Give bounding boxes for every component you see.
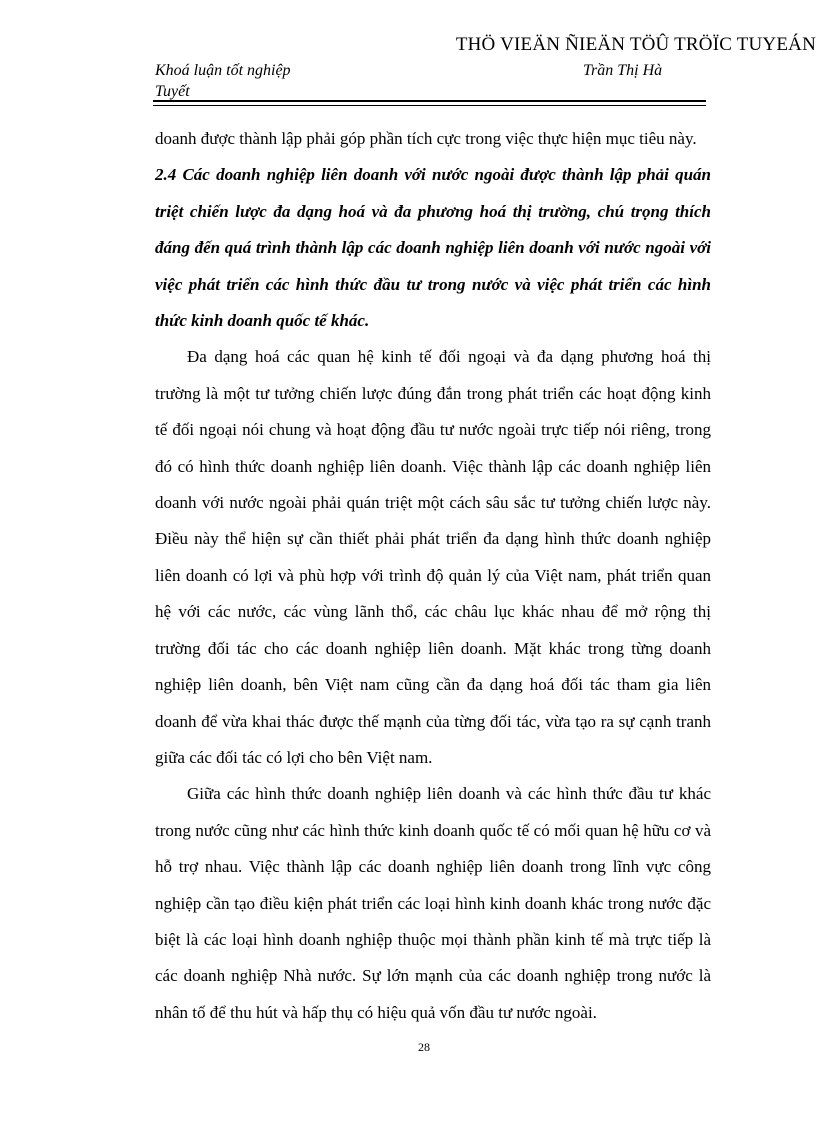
header-left: [155, 60, 291, 102]
continuation-paragraph: doanh được thành lập phải góp phần tích cực trong việc thực hiện mục tiêu này.: [155, 129, 697, 148]
section-heading: 2.4 Các doanh nghiệp liên doanh với nước ngoài được thành lập phải quán triệt chiến lược đa dạng hoá và đa phương hoá thị trường, chú trọng thích đáng đến quá trình thành lập các doanh nghiệp liên doanh với nước ngoài với việc phát triển các hình thức đầu tư trong nước và việc phát triển các hình thức kinh doanh quốc tế khác.: [155, 165, 711, 331]
page-number: 28: [418, 1040, 430, 1054]
body-paragraph-1: Đa dạng hoá các quan hệ kinh tế đối ngoại và đa dạng phương hoá thị trường là một tư tưởng chiến lược đúng đắn trong phát triển các hoạt động kinh tế đối ngoại nói chung và hoạt động đầu tư nước ngoài trực tiếp nói riêng, trong đó có hình thức doanh nghiệp liên doanh. Việc thành lập các doanh nghiệp liên doanh với nước ngoài phải quán triệt một cách sâu sắc tư tưởng chiến lược này. Điều này thể hiện sự cần thiết phải phát triển đa dạng hình thức doanh nghiệp liên doanh có lợi và phù hợp với trình độ quản lý của Việt nam, phát triển quan hệ với các nước, các vùng lãnh thổ, các châu lục khác nhau để mở rộng thị trường đối tác cho các doanh nghiệp liên doanh. Mặt khác trong từng doanh nghiệp liên doanh, bên Việt nam cũng cần đa dạng hoá đối tác tham gia liên doanh để vừa khai thác được thế mạnh của từng đối tác, vừa tạo ra sự cạnh tranh giữa các đối tác có lợi cho bên Việt nam.: [155, 347, 711, 767]
watermark-text: THÖ VIEÄN ÑIEÄN TÖÛ TRÖÏC TUYEÁN: [455, 34, 816, 55]
body-paragraph-2: Giữa các hình thức doanh nghiệp liên doanh và các hình thức đầu tư khác trong nước cũng như các hình thức kinh doanh quốc tế có mối quan hệ hữu cơ và hỗ trợ nhau. Việc thành lập các doanh nghiệp liên doanh trong lĩnh vực công nghiệp cần tạo điều kiện phát triển các loại hình kinh doanh khác trong nước đặc biệt là các loại hình doanh nghiệp thuộc mọi thành phần kinh tế mà trực tiếp là các doanh nghiệp Nhà nước. Sự lớn mạnh của các doanh nghiệp trong nước là nhân tố để thu hút và hấp thụ có hiệu quả vốn đầu tư nước ngoài.: [155, 784, 711, 1022]
header-divider: [153, 100, 706, 106]
header-author-name: Trần Thị Hà: [583, 62, 663, 79]
header-thesis-label: Khoá luận tốt nghiệp: [155, 62, 291, 79]
header-author-surname: Tuyết: [155, 83, 190, 100]
page-content: [155, 121, 711, 1031]
